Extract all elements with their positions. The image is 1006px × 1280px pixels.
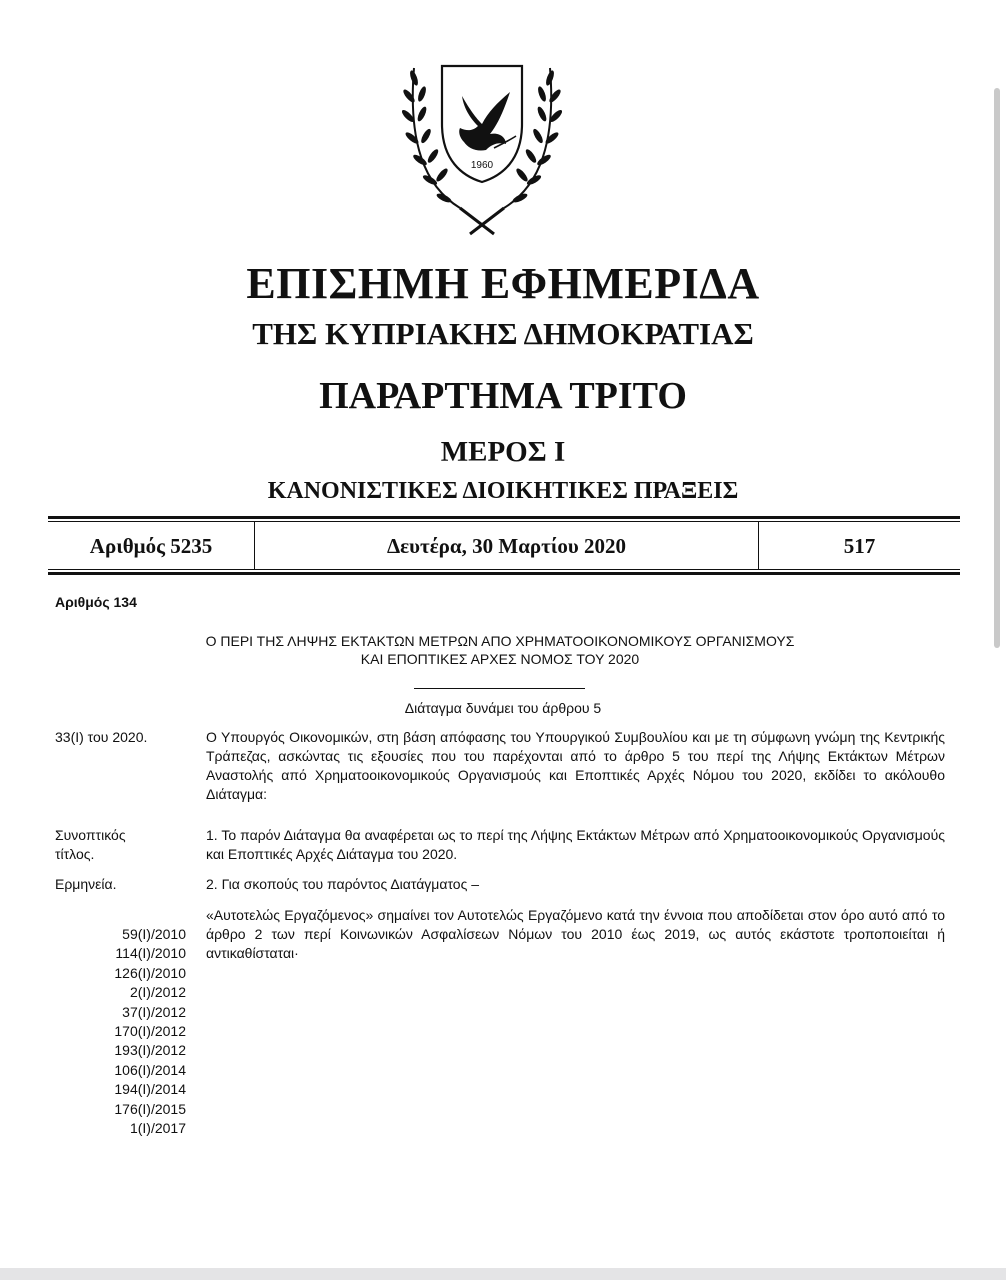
law-reference: 170(Ι)/2012 — [114, 1023, 186, 1040]
preamble-paragraph: Ο Υπουργός Οικονομικών, στη βάση απόφασης του Υπουργικού Συμβουλίου και με τη σύμφωνη γνώμη της Κεντρικής Τράπεζας, ασκώντας τις εξουσίες που του παρέχονται από το άρθρο 5 του περί της Λήψης Εκτάκτων Μέτρων Αναστολής από Χρηματοοικονομικούς Οργανισμούς και Εποπτικές Αρχές Νόμου του 2020, εκδίδει το ακόλουθο Διάταγμα: — [206, 729, 945, 802]
law-reference: 193(Ι)/2012 — [114, 1042, 186, 1059]
law-reference: 114(Ι)/2010 — [115, 945, 186, 962]
appendix-title: ΠΑΡΑΡΤΗΜΑ ΤΡΙΤΟ — [319, 375, 687, 417]
law-title-line-2: ΚΑΙ ΕΠΟΠΤΙΚΕΣ ΑΡΧΕΣ ΝΟΜΟΣ ΤΟΥ 2020 — [360, 651, 640, 667]
header-rule-bottom-thin — [48, 569, 960, 570]
cyprus-coat-of-arms-icon — [402, 58, 562, 236]
gazette-subtitle: ΤΗΣ ΚΥΠΡΙΑΚΗΣ ΔΗΜΟΚΡΑΤΙΑΣ — [252, 316, 754, 351]
law-title-line-1: Ο ΠΕΡΙ ΤΗΣ ΛΗΨΗΣ ΕΚΤΑΚΤΩΝ ΜΕΤΡΩΝ ΑΠΟ ΧΡΗΜΑΤΟΟΙΚΟΝΟΜΙΚΟΥΣ ΟΡΓΑΝΙΣΜΟΥΣ — [205, 633, 795, 649]
interpretation-margin-note: Ερμηνεία. — [55, 876, 117, 892]
law-title — [60, 632, 940, 668]
law-reference: 1(Ι)/2017 — [129, 1120, 186, 1137]
page-number: 517 — [843, 534, 876, 558]
emblem-year: 1960 — [470, 160, 494, 171]
law-reference: 59(Ι)/2010 — [122, 926, 186, 942]
law-reference: 106(Ι)/2014 — [114, 1061, 186, 1078]
header-rule-top-thick — [48, 516, 960, 519]
title-divider — [414, 688, 585, 689]
section-title: ΚΑΝΟΝΙΣΤΙΚΕΣ ΔΙΟΙΚΗΤΙΚΕΣ ΠΡΑΞΕΙΣ — [267, 478, 739, 504]
part-title: ΜΕΡΟΣ Ι — [440, 436, 566, 468]
header-rule-bottom-thick — [48, 572, 960, 575]
law-reference: 176(Ι)/2015 — [114, 1100, 186, 1117]
law-references-list — [60, 925, 186, 1138]
interpretation-paragraph: 2. Για σκοπούς του παρόντος Διατάγματος – — [206, 876, 479, 892]
preamble-margin-note: 33(Ι) του 2020. — [55, 729, 148, 745]
law-reference: 194(Ι)/2014 — [114, 1081, 186, 1098]
law-reference: 126(Ι)/2010 — [114, 964, 186, 981]
short-title-paragraph: 1. Το παρόν Διάταγμα θα αναφέρεται ως το περί της Λήψης Εκτάκτων Μέτρων από Χρηματοοικονομικούς Οργανισμούς και Εποπτικές Αρχές Διάταγμα του 2020. — [206, 827, 945, 862]
issue-date: Δευτέρα, 30 Μαρτίου 2020 — [255, 521, 759, 569]
law-reference: 2(Ι)/2012 — [129, 984, 186, 1001]
short-title-margin-line-2: τίτλος. — [55, 846, 95, 862]
issue-number: Αριθμός 5235 — [48, 521, 255, 569]
scrollbar[interactable] — [994, 88, 1000, 648]
document-number: Αριθμός 134 — [55, 594, 137, 610]
short-title-margin-line-1: Συνοπτικός — [55, 827, 126, 843]
law-reference: 37(Ι)/2012 — [122, 1003, 186, 1020]
definition-paragraph: «Αυτοτελώς Εργαζόμενος» σημαίνει τον Αυτοτελώς Εργαζόμενο κατά την έννοια που αποδίδεται στον όρο αυτό από το άρθρο 2 των περί Κοινωνικών Ασφαλίσεων Νόμων του 2010 έως 2019, ως αυτός εκάστοτε τροποποιείται ή αντικαθίσταται· — [206, 907, 945, 961]
bottom-bar — [0, 1268, 1006, 1280]
issue-info-row — [48, 521, 960, 569]
gazette-title: ΕΠΙΣΗΜΗ ΕΦΗΜΕΡΙΔΑ — [246, 259, 760, 308]
short-title-margin-note — [55, 826, 126, 864]
decree-power-line: Διάταγμα δυνάμει του άρθρου 5 — [404, 700, 602, 716]
